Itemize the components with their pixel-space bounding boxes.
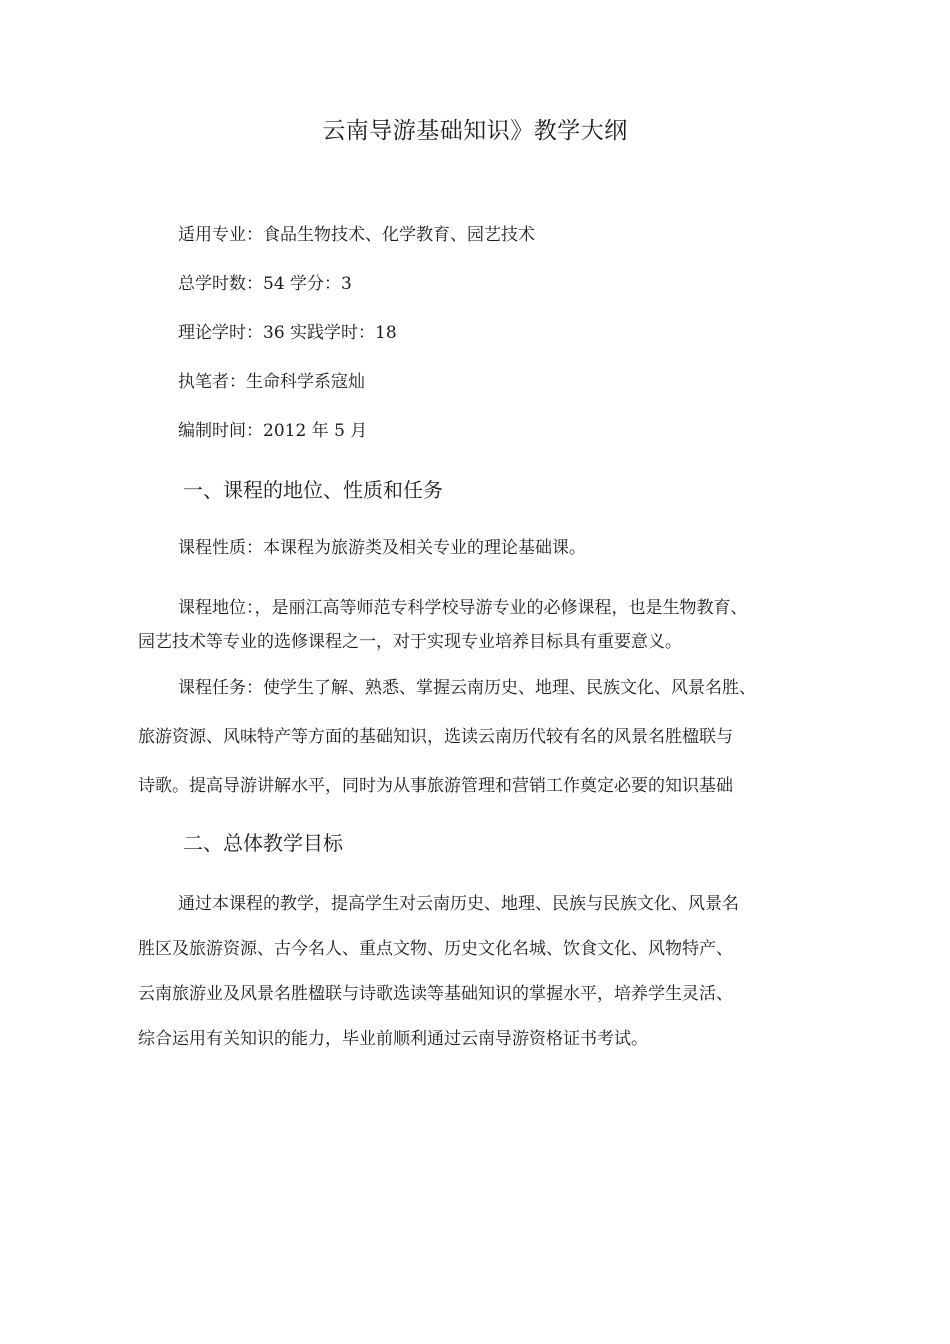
course-position-line: 课程地位：，是丽江高等师范专科学校导游专业的必修课程，也是生物教育、 [178,598,748,618]
theory-practice-hours: 理论学时：36 实践学时：18 [178,323,397,343]
compile-date: 编制时间：2012 年 5 月 [178,421,368,441]
document-title: 云南导游基础知识》教学大纲 [322,118,628,144]
teaching-goal-line: 胜区及旅游资源、古今名人、重点文物、历史文化名城、饮食文化、风物特产、 [138,939,733,959]
course-task-line: 课程任务：使学生了解、熟悉、掌握云南历史、地理、民族文化、风景名胜、 [178,678,756,698]
teaching-goal-line: 通过本课程的教学，提高学生对云南历史、地理、民族与民族文化、风景名 [178,894,739,914]
course-position-line: 园艺技术等专业的选修课程之一，对于实现专业培养目标具有重要意义。 [138,632,682,652]
teaching-goal-line: 综合运用有关知识的能力，毕业前顺利通过云南导游资格证书考试。 [138,1029,648,1049]
applicable-major: 适用专业：食品生物技术、化学教育、园艺技术 [178,225,535,245]
teaching-goal-line: 云南旅游业及风景名胜楹联与诗歌选读等基础知识的掌握水平，培养学生灵活、 [138,984,733,1004]
author-line: 执笔者：生命科学系寇灿 [178,372,365,392]
section-heading-2: 二、总体教学目标 [183,831,343,855]
course-nature: 课程性质：本课程为旅游类及相关专业的理论基础课。 [178,538,586,558]
section-heading-1: 一、课程的地位、性质和任务 [183,478,443,502]
total-hours-credits: 总学时数：54 学分：3 [178,274,352,294]
course-task-line: 旅游资源、风味特产等方面的基础知识，选读云南历代较有名的风景名胜楹联与 [138,727,733,747]
course-task-line: 诗歌。提高导游讲解水平，同时为从事旅游管理和营销工作奠定必要的知识基础 [138,776,733,796]
